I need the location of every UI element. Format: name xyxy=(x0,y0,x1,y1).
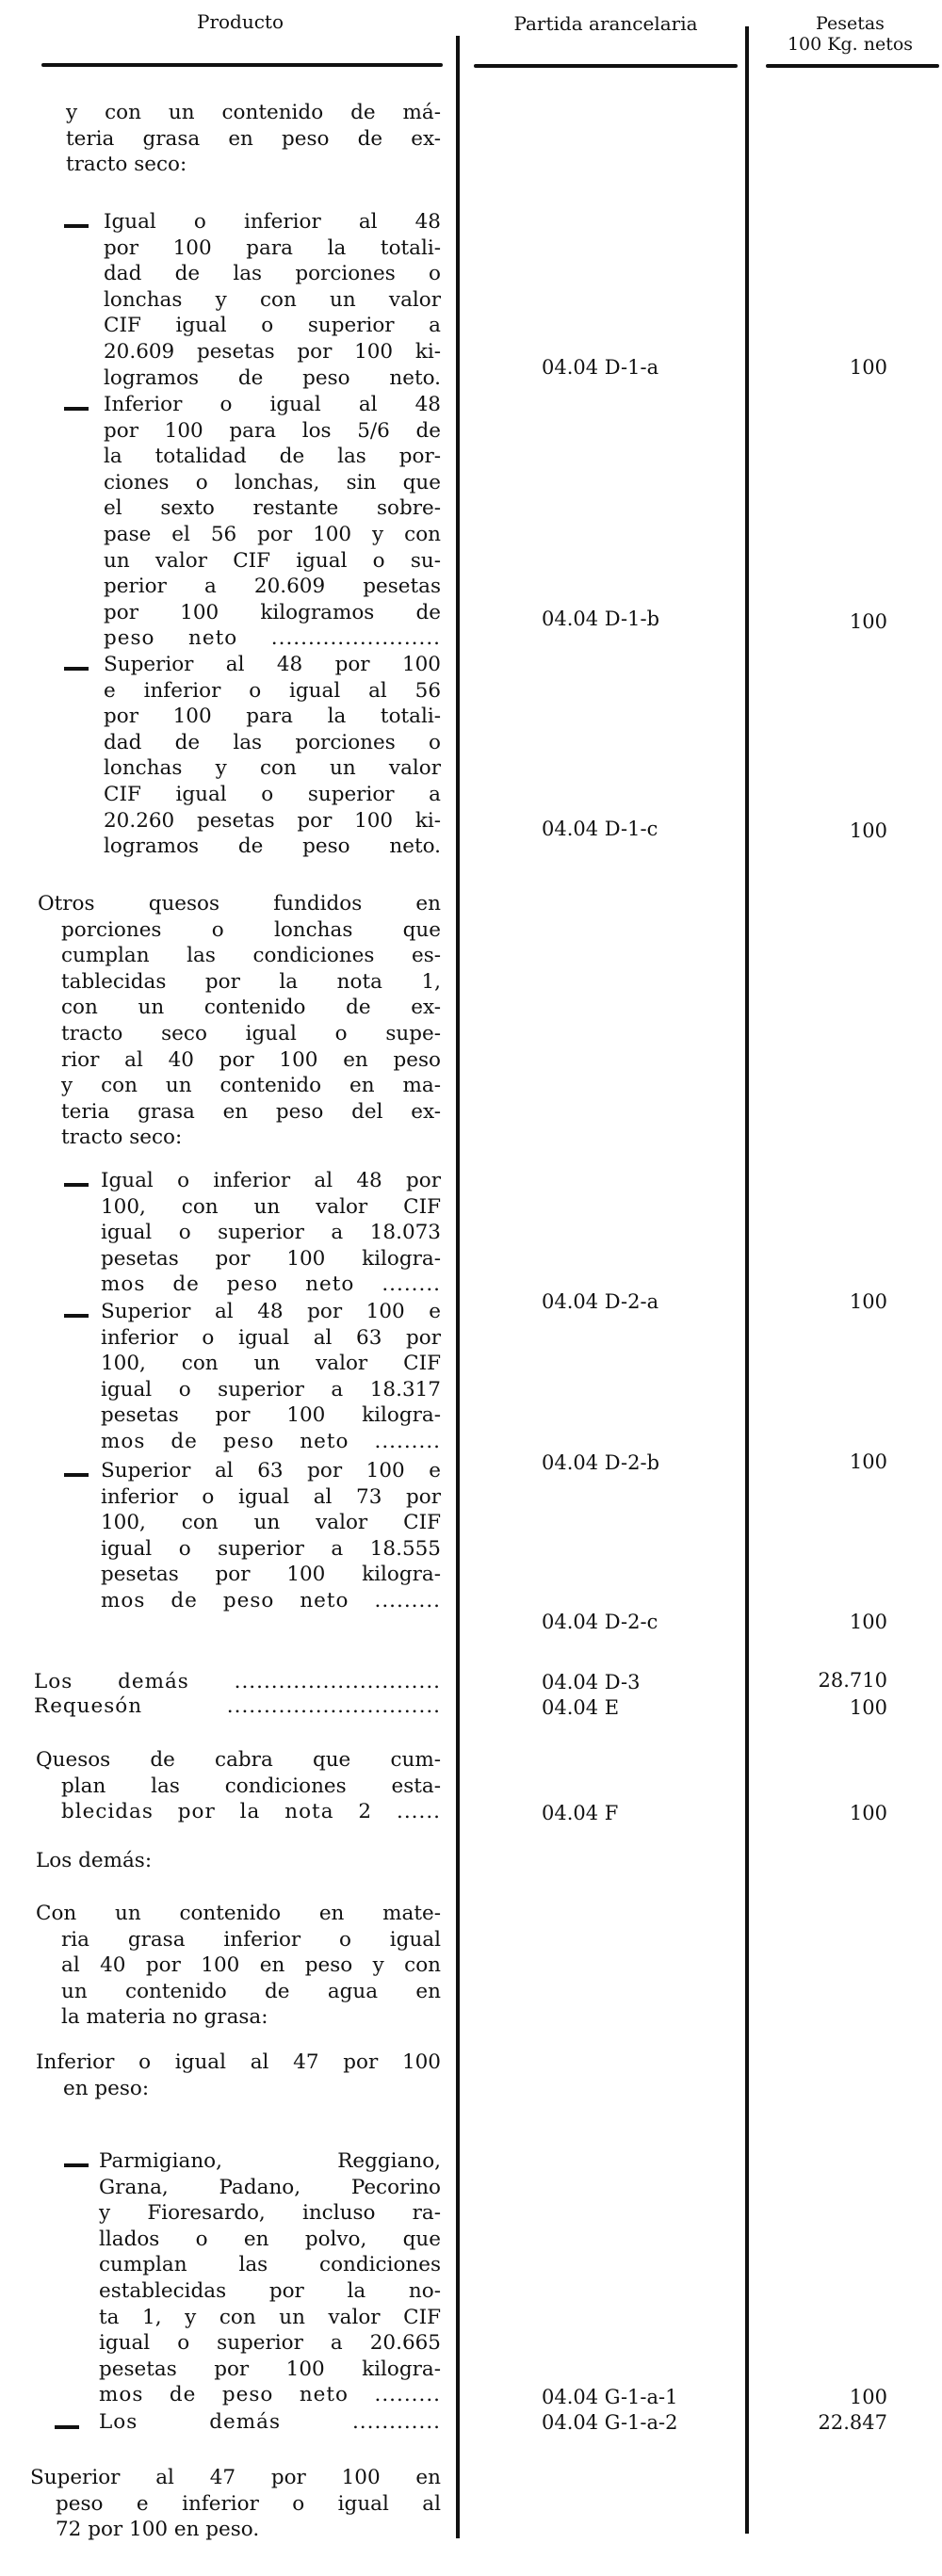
bullet-dash-icon xyxy=(55,2425,79,2429)
column-header-product: Producto xyxy=(196,10,284,33)
text-line: 100, con un valor CIF xyxy=(101,1352,441,1376)
tariff-code: 04.04 D-2-a xyxy=(542,1290,659,1313)
product-bullet-G-1-a-2 xyxy=(99,2409,441,2436)
price-value: 100 xyxy=(849,1450,887,1473)
tariff-code: 04.04 D-1-c xyxy=(542,818,658,840)
text-line: por 100 para la totali- xyxy=(104,705,441,729)
text-line: un contenido de agua en xyxy=(61,1979,441,2003)
tariff-code: 04.04 G-1-a-2 xyxy=(542,2411,678,2434)
text-line: igual o superior a 20.665 xyxy=(99,2331,441,2356)
bullet-dash-icon xyxy=(64,1183,89,1187)
price-value: 100 xyxy=(849,819,887,842)
text-line: y Fioresardo, incluso ra- xyxy=(99,2201,441,2226)
tariff-code: 04.04 G-1-a-1 xyxy=(542,2386,678,2408)
price-value: 100 xyxy=(849,1290,887,1313)
price-value: 22.847 xyxy=(818,2411,887,2434)
header-rule-price xyxy=(766,64,939,68)
bullet-dash-icon xyxy=(64,224,89,228)
column-divider-1 xyxy=(456,36,460,2538)
text-line: tracto seco: xyxy=(61,1126,183,1150)
text-line: Con un contenido en mate- xyxy=(36,1902,441,1925)
text-line: pesetas por 100 kilogra- xyxy=(101,1403,441,1428)
text-line: por 100 para los 5/6 de xyxy=(104,418,441,443)
text-line: tracto seco igual o supe- xyxy=(61,1021,441,1045)
product-bullet-G-1-a-1 xyxy=(99,2148,441,2408)
section-heading-los-demas xyxy=(36,1848,441,1874)
text-line: pase el 56 por 100 y con xyxy=(104,522,441,546)
tariff-code: 04.04 E xyxy=(542,1696,620,1719)
tariff-code: 04.04 D-1-a xyxy=(542,356,659,379)
text-line: mos de peso neto ......... xyxy=(101,1429,441,1453)
text-line: logramos de peso neto. xyxy=(104,834,441,859)
price-value: 100 xyxy=(849,2386,887,2408)
text-line: ta 1, y con un valor CIF xyxy=(99,2305,441,2329)
text-line: peso e inferior o igual al xyxy=(56,2491,441,2516)
text-line: con un contenido de ex- xyxy=(61,996,441,1020)
text-line: Igual o inferior al 48 por xyxy=(101,1169,441,1192)
text-line: inferior o igual al 63 por xyxy=(101,1325,441,1350)
price-value: 100 xyxy=(849,1611,887,1633)
text-line: tracto seco: xyxy=(66,153,187,177)
header-rule-tariff xyxy=(474,64,738,68)
product-paragraph-F xyxy=(36,1747,441,1825)
text-line: porciones o lonchas que xyxy=(61,917,441,942)
text-line: Superior al 48 por 100 e xyxy=(101,1300,441,1323)
product-bullet-D-2-c xyxy=(101,1458,441,1614)
text-line: rior al 40 por 100 en peso xyxy=(61,1047,441,1072)
text-line: perior a 20.609 pesetas xyxy=(104,575,441,599)
product-paragraph-inferior-47 xyxy=(36,2049,441,2101)
price-value: 100 xyxy=(849,1802,887,1824)
tariff-code: 04.04 D-2-b xyxy=(542,1451,660,1474)
text-line: Inferior o igual al 47 por 100 xyxy=(36,2050,441,2074)
text-line: el sexto restante sobre- xyxy=(104,496,441,521)
text-line: CIF igual o superior a xyxy=(104,314,441,338)
text-line: y con un contenido de má- xyxy=(66,101,441,124)
text-line: Otros quesos fundidos en xyxy=(38,892,441,915)
text-line: teria grasa en peso del ex- xyxy=(61,1099,441,1124)
product-paragraph-con-contenido xyxy=(36,1901,441,2031)
text-line: Grana, Padano, Pecorino xyxy=(99,2175,441,2199)
product-bullet-D-1-a xyxy=(104,209,441,391)
text-line: ria grasa inferior o igual xyxy=(61,1927,441,1952)
product-bullet-D-2-b xyxy=(101,1299,441,1455)
text-line: 100, con un valor CIF xyxy=(101,1194,441,1219)
text-line: pesetas por 100 kilogra- xyxy=(99,2357,441,2381)
text-line: CIF igual o superior a xyxy=(104,782,441,806)
product-paragraph-otros-fundidos xyxy=(38,891,441,1151)
text-line: igual o superior a 18.555 xyxy=(101,1536,441,1561)
text-line: pesetas por 100 kilogra- xyxy=(101,1246,441,1271)
text-line: Superior al 48 por 100 xyxy=(104,653,441,676)
text-line: Los demás: xyxy=(36,1849,153,1872)
text-line: mos de peso neto ........ xyxy=(101,1272,441,1297)
bullet-dash-icon xyxy=(64,2163,89,2167)
text-line: mos de peso neto ......... xyxy=(101,1588,441,1612)
tariff-code: 04.04 D-2-c xyxy=(542,1611,658,1633)
bullet-dash-icon xyxy=(64,1314,89,1318)
text-line: Inferior o igual al 48 xyxy=(104,393,441,416)
text-line: plan las condiciones esta- xyxy=(61,1774,441,1798)
price-value: 100 xyxy=(849,610,887,633)
tariff-code: 04.04 D-3 xyxy=(542,1671,641,1693)
text-line: e inferior o igual al 56 xyxy=(104,678,441,703)
text-line: 20.260 pesetas por 100 ki- xyxy=(104,808,441,833)
text-line: al 40 por 100 en peso y con xyxy=(61,1953,441,1978)
product-line-D-3 xyxy=(34,1669,441,1695)
price-value: 28.710 xyxy=(818,1669,887,1692)
text-line: por 100 para la totali- xyxy=(104,235,441,260)
bullet-dash-icon xyxy=(64,407,89,411)
header-rule-product xyxy=(41,63,443,67)
text-line: en peso: xyxy=(63,2076,150,2100)
column-header-price-line1: Pesetas xyxy=(816,13,885,34)
column-divider-2 xyxy=(745,26,749,2534)
text-line: dad de las porciones o xyxy=(104,730,441,754)
text-line: igual o superior a 18.317 xyxy=(101,1377,441,1401)
column-header-tariff: Partida arancelaria xyxy=(513,12,698,35)
bullet-dash-icon xyxy=(64,1473,89,1477)
tariff-code: 04.04 F xyxy=(542,1802,619,1824)
text-line: lonchas y con un valor xyxy=(104,287,441,312)
bullet-dash-icon xyxy=(64,667,89,671)
text-line: teria grasa en peso de ex- xyxy=(66,126,441,151)
text-line: ciones o lonchas, sin que xyxy=(104,470,441,494)
text-line: por 100 kilogramos de xyxy=(104,600,441,624)
text-line: y con un contenido en ma- xyxy=(61,1074,441,1098)
price-value: 100 xyxy=(849,1696,887,1719)
text-line: igual o superior a 18.073 xyxy=(101,1221,441,1245)
text-line: establecidas por la no- xyxy=(99,2278,441,2303)
text-line: Requesón ............................. xyxy=(34,1694,441,1718)
product-bullet-D-1-c xyxy=(104,652,441,860)
product-paragraph-superior-47 xyxy=(30,2465,441,2543)
price-value: 100 xyxy=(849,356,887,379)
text-line: llados o en polvo, que xyxy=(99,2227,441,2251)
text-line: 100, con un valor CIF xyxy=(101,1511,441,1535)
text-line: lonchas y con un valor xyxy=(104,756,441,781)
text-line: 72 por 100 en peso. xyxy=(56,2518,260,2542)
text-line: cumplan las condiciones xyxy=(99,2253,441,2277)
text-line: logramos de peso neto. xyxy=(104,365,441,390)
text-line: Igual o inferior al 48 xyxy=(104,210,441,234)
text-line: un valor CIF igual o su- xyxy=(104,548,441,573)
text-line: Los demás ............ xyxy=(99,2410,441,2434)
text-line: Parmigiano, Reggiano, xyxy=(99,2149,441,2173)
text-line: 20.609 pesetas por 100 ki- xyxy=(104,339,441,364)
text-line: Los demás ............................ xyxy=(34,1670,441,1693)
column-header-price-line2: 100 Kg. netos xyxy=(787,34,914,55)
text-line: la totalidad de las por- xyxy=(104,445,441,469)
text-line: dad de las porciones o xyxy=(104,262,441,286)
text-line: inferior o igual al 73 por xyxy=(101,1484,441,1509)
text-line: Superior al 63 por 100 e xyxy=(101,1459,441,1482)
product-line-E xyxy=(34,1693,441,1720)
text-line: cumplan las condiciones es- xyxy=(61,944,441,968)
text-line: Superior al 47 por 100 en xyxy=(30,2466,441,2489)
text-line: la materia no grasa: xyxy=(61,2005,268,2030)
tariff-code: 04.04 D-1-b xyxy=(542,608,660,630)
product-paragraph-intro xyxy=(66,100,441,178)
text-line: peso neto ....................... xyxy=(104,626,441,651)
text-line: Quesos de cabra que cum- xyxy=(36,1748,441,1772)
product-bullet-D-1-b xyxy=(104,392,441,652)
text-line: mos de peso neto ......... xyxy=(99,2383,441,2407)
product-bullet-D-2-a xyxy=(101,1168,441,1298)
text-line: pesetas por 100 kilogra- xyxy=(101,1563,441,1587)
text-line: tablecidas por la nota 1, xyxy=(61,969,441,994)
text-line: blecidas por la nota 2 ...... xyxy=(61,1800,441,1824)
